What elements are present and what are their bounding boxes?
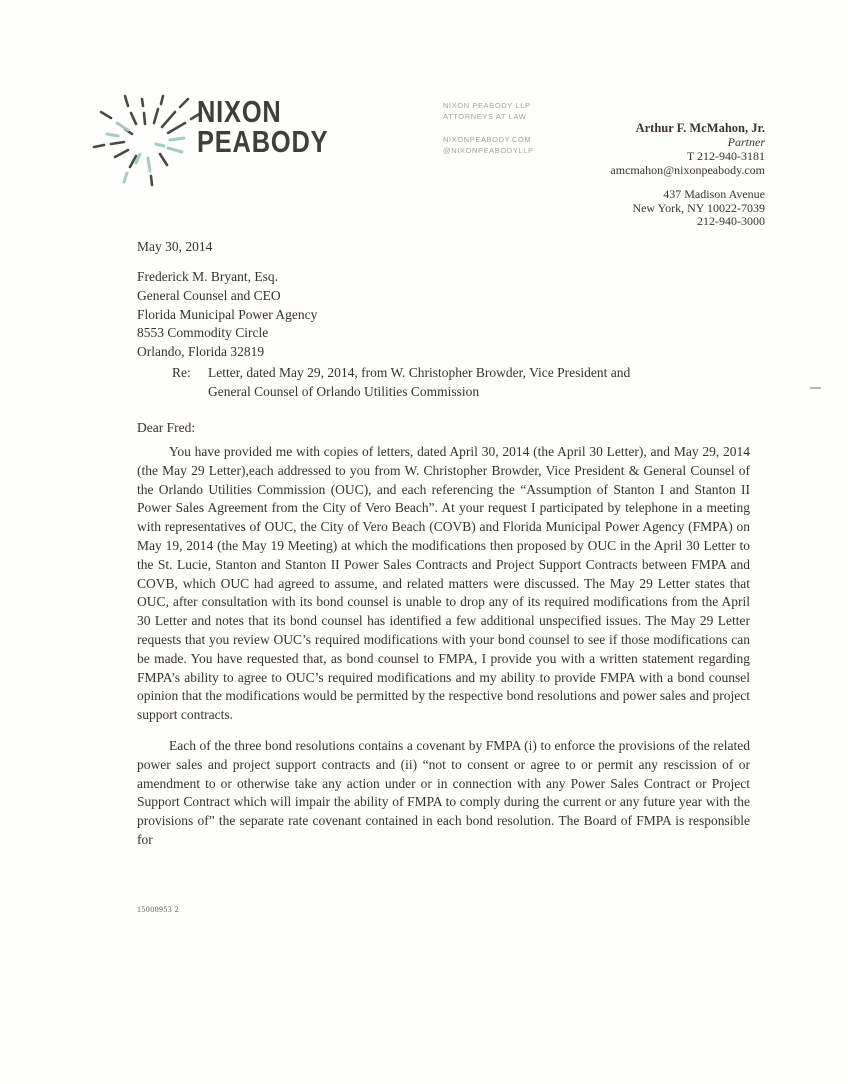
attorney-contact-block: [610, 121, 765, 177]
firm-id-block: [443, 100, 534, 156]
letter-body: [137, 443, 750, 850]
logo-line1: NIXON: [197, 94, 282, 129]
re-label: Re:: [172, 365, 191, 380]
logo-line2: PEABODY: [197, 124, 329, 159]
address-phone: 212-940-3000: [697, 214, 765, 228]
logo-wordmark: [197, 94, 329, 159]
recipient-organization: Florida Municipal Power Agency: [137, 306, 318, 322]
recipient-title: General Counsel and CEO: [137, 287, 281, 303]
firm-name-line: NIXON PEABODY LLP: [443, 101, 531, 110]
scan-artifact-dash: [810, 387, 821, 389]
re-subject-line1: Letter, dated May 29, 2014, from W. Christopher Browder, Vice President and: [208, 365, 631, 380]
salutation: Dear Fred:: [137, 420, 196, 435]
address-street: 437 Madison Avenue: [663, 187, 765, 201]
re-subject: [208, 364, 688, 402]
recipient-name: Frederick M. Bryant, Esq.: [137, 269, 278, 284]
recipient-city: Orlando, Florida 32819: [137, 344, 265, 360]
starburst-logo-icon: [84, 84, 208, 200]
letter-date: May 30, 2014: [137, 239, 213, 254]
document-number: 15000953 2: [137, 905, 179, 914]
address-city: New York, NY 10022-7039: [632, 200, 765, 215]
re-subject-line2: General Counsel of Orlando Utilities Commission: [208, 383, 480, 399]
attorney-name: Arthur F. McMahon, Jr.: [635, 121, 765, 135]
body-paragraph-1: You have provided me with copies of letters, dated April 30, 2014 (the April 30 Letter), and May 29, 2014 (the May 29 Letter),each addressed to you from W. Christopher Browder, Vice President & General Counsel of the Orlando Utilities Commission (OUC), and each referencing the “Assumption of Stanton I and Stanton II Power Sales Agreement from the City of Vero Beach”. At your request I participated by telephone in a meeting with representatives of OUC, the City of Vero Beach (COVB) and Florida Municipal Power Agency (FMPA) on May 19, 2014 (the May 19 Meeting) at which the modifications then proposed by OUC in the April 30 Letter to the St. Lucie, Stanton and Stanton II Power Sales Contracts and Project Support Contracts between FMPA and COVB, which OUC had agreed to assume, and related matters were discussed. The May 29 Letter states that OUC, after consultation with its bond counsel is unable to drop any of its required modifications from the April 30 Letter and notes that its bond counsel has identified a few additional unspecified issues. The May 29 Letter requests that you review OUC’s required modifications with your bond counsel to see if those modifications can be made. You have requested that, as bond counsel to FMPA, I provide you with a written statement regarding FMPA’s ability to agree to OUC’s required modifications and my ability to provide FMPA with a bond counsel opinion that the modifications would be permitted by the respective bond resolutions and power sales and project support contracts.: [137, 444, 750, 723]
office-address-block: [632, 188, 765, 229]
re-block: [172, 364, 752, 402]
firm-website: NIXONPEABODY.COM: [443, 135, 532, 144]
attorney-title: Partner: [727, 135, 765, 149]
recipient-block: [137, 268, 750, 362]
recipient-street: 8553 Commodity Circle: [137, 325, 269, 341]
firm-tagline: ATTORNEYS AT LAW: [443, 112, 527, 121]
attorney-email: amcmahon@nixonpeabody.com: [610, 163, 765, 177]
attorney-phone: T 212-940-3181: [686, 149, 765, 163]
body-paragraph-2: Each of the three bond resolutions contains a covenant by FMPA (i) to enforce the provisions of the related power sales and project support contracts and (ii) “not to consent or agree to or permit any rescission of or amendment to or otherwise take any action under or in connection with any Power Sales Contract or Project Support Contract which will impair the ability of FMPA to comply during the current or any future year with the provisions of” the separate rate covenant contained in each bond resolution. The Board of FMPA is responsible for: [137, 737, 750, 847]
firm-social-handle: @NIXONPEABODYLLP: [443, 146, 534, 155]
